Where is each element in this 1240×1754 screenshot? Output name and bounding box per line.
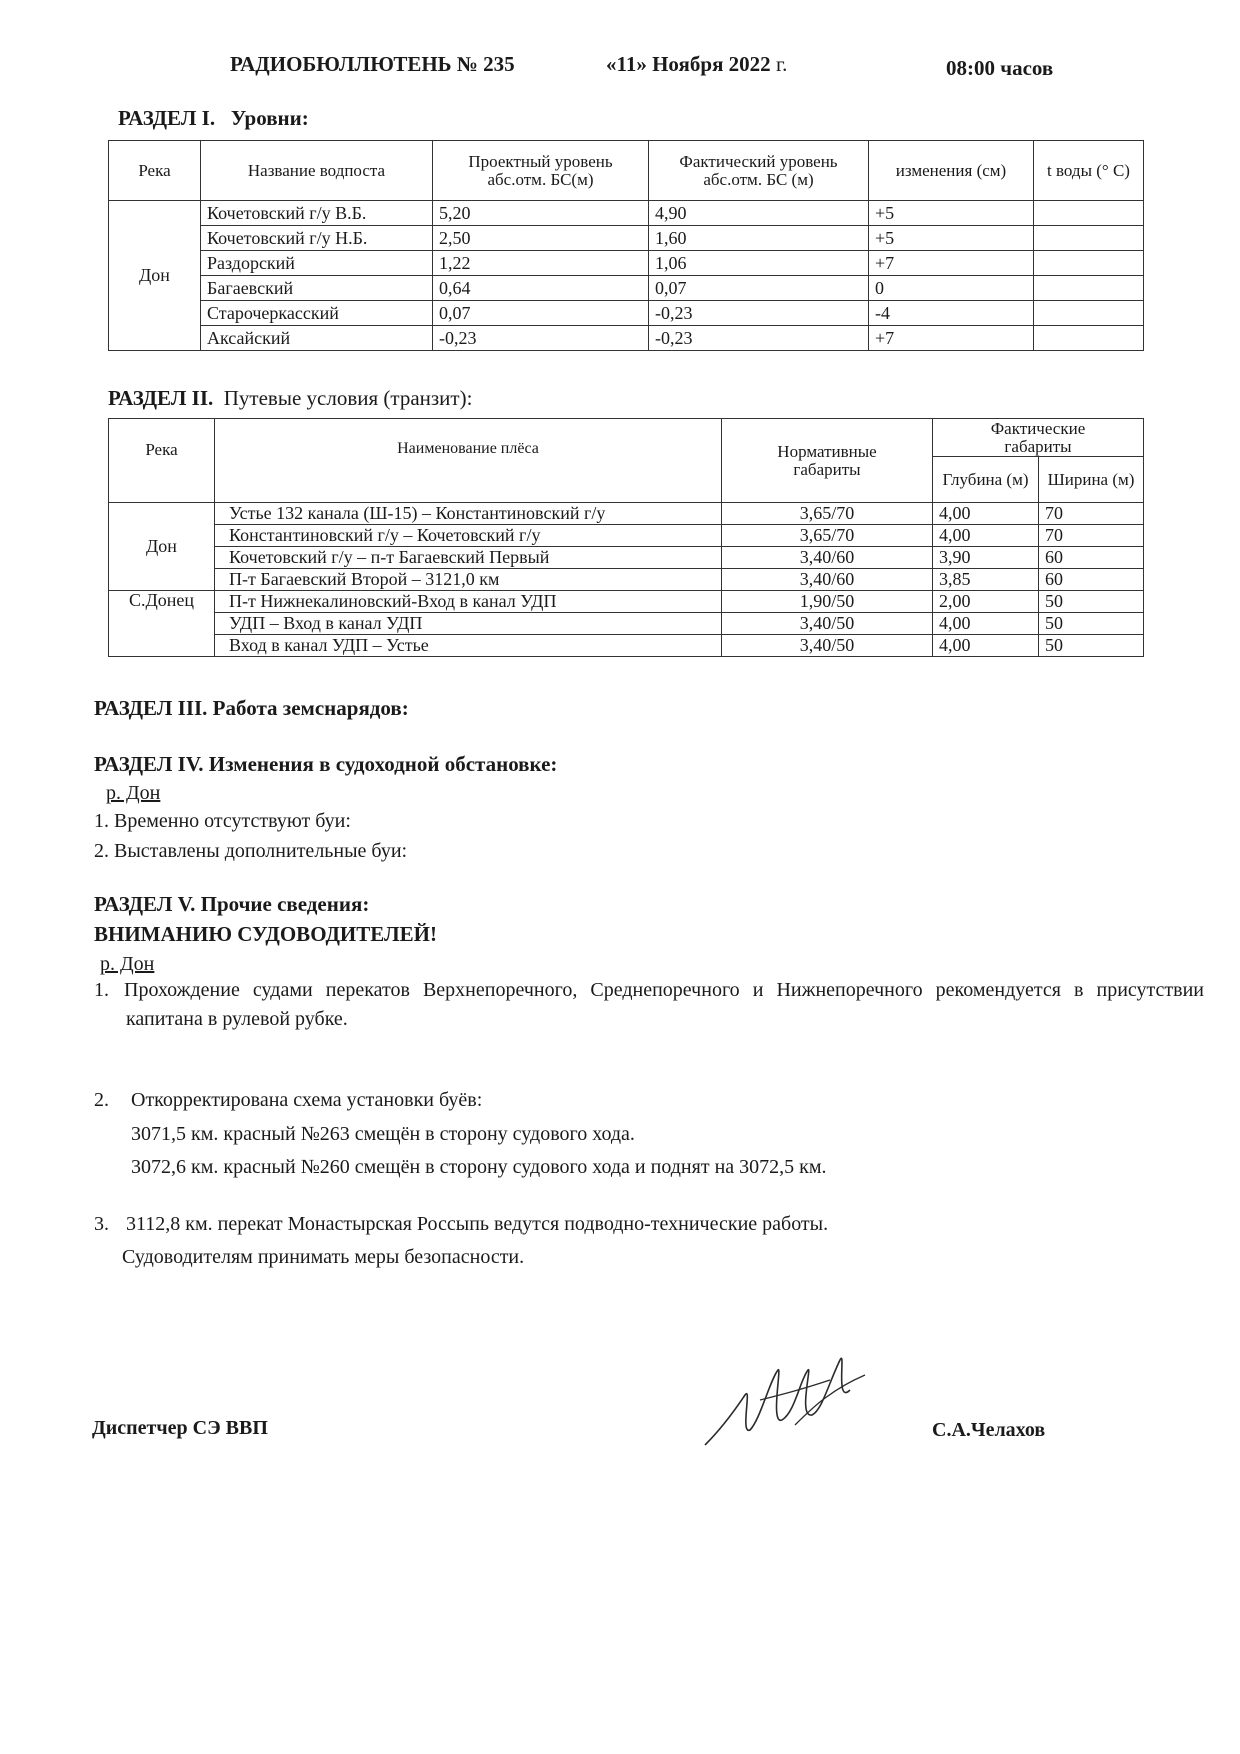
normative-dims: 3,65/70 [722, 503, 933, 525]
stretch-name: П-т Багаевский Второй – 3121,0 км [215, 569, 722, 591]
list-item-number: 3. [94, 1213, 109, 1235]
dispatcher-title: Диспетчер СЭ ВВП [92, 1417, 268, 1439]
post-name: Багаевский [201, 276, 433, 301]
level-change: +7 [869, 326, 1034, 351]
signature-image [700, 1340, 880, 1450]
attention-heading: ВНИМАНИЮ СУДОВОДИТЕЛЕЙ! [94, 922, 437, 946]
level-change: +7 [869, 251, 1034, 276]
section1-number: РАЗДЕЛ I. [118, 106, 216, 130]
post-name: Кочетовский г/у В.Б. [201, 201, 433, 226]
river-name: Дон [109, 201, 201, 351]
river-name: С.Донец [109, 591, 215, 657]
section2-subtitle: Путевые условия (транзит): [223, 386, 473, 410]
section3-title: РАЗДЕЛ III. Работа земснарядов: [94, 696, 409, 720]
bulletin-header [0, 48, 1240, 88]
design-level: 5,20 [433, 201, 649, 226]
actual-level: 4,90 [649, 201, 869, 226]
table-row [109, 201, 1144, 226]
level-change: 0 [869, 276, 1034, 301]
stretch-name: П-т Нижнекалиновский-Вход в канал УДП [215, 591, 722, 613]
table-row [109, 503, 1144, 525]
section2-number: РАЗДЕЛ II. [108, 386, 214, 410]
water-temp [1034, 251, 1144, 276]
table-row [109, 276, 1144, 301]
level-change: -4 [869, 301, 1034, 326]
list-item: Откорректирована схема установки буёв: [131, 1089, 483, 1111]
col-width: Ширина (м) [1039, 457, 1144, 503]
table-row [109, 226, 1144, 251]
section5-title: РАЗДЕЛ V. Прочие сведения: [94, 892, 370, 916]
normative-dims: 3,40/50 [722, 613, 933, 635]
design-level: 0,07 [433, 301, 649, 326]
list-item-number: 2. [94, 1089, 109, 1111]
col-actual-dimensions: Фактические габариты [933, 419, 1144, 457]
col-change: изменения (см) [869, 141, 1034, 201]
col-actual-level: Фактический уровень абс.отм. БС (м) [649, 141, 869, 201]
normative-dims: 3,40/60 [722, 547, 933, 569]
post-name: Раздорский [201, 251, 433, 276]
post-name: Кочетовский г/у Н.Б. [201, 226, 433, 251]
actual-width: 50 [1039, 613, 1144, 635]
col-stretch: Наименование плёса [215, 419, 722, 503]
levels-table [108, 140, 1144, 351]
dispatcher-name: С.А.Челахов [932, 1419, 1046, 1441]
table-row [109, 635, 1144, 657]
actual-level: 1,60 [649, 226, 869, 251]
table-row [109, 326, 1144, 351]
river-name: Дон [109, 503, 215, 591]
stretch-name: УДП – Вход в канал УДП [215, 613, 722, 635]
col-normative: Нормативные габариты [722, 419, 933, 503]
section4-title: РАЗДЕЛ IV. Изменения в судоходной обстановке: [94, 752, 558, 776]
stretch-name: Кочетовский г/у – п-т Багаевский Первый [215, 547, 722, 569]
actual-level: -0,23 [649, 301, 869, 326]
level-change: +5 [869, 201, 1034, 226]
table-row [109, 251, 1144, 276]
actual-width: 50 [1039, 591, 1144, 613]
date-suffix: г. [775, 52, 788, 76]
col-river: Река [109, 419, 215, 503]
design-level: 0,64 [433, 276, 649, 301]
actual-level: 0,07 [649, 276, 869, 301]
col-post: Название водпоста [201, 141, 433, 201]
actual-level: -0,23 [649, 326, 869, 351]
water-temp [1034, 276, 1144, 301]
section2-title [108, 386, 472, 411]
normative-dims: 1,90/50 [722, 591, 933, 613]
transit-header-row [109, 419, 1144, 457]
actual-depth: 4,00 [933, 613, 1039, 635]
level-change: +5 [869, 226, 1034, 251]
actual-width: 70 [1039, 525, 1144, 547]
stretch-name: Вход в канал УДП – Устье [215, 635, 722, 657]
levels-header-row [109, 141, 1144, 201]
list-item: 1. Временно отсутствуют буи: [94, 810, 351, 832]
actual-depth: 4,00 [933, 635, 1039, 657]
table-row [109, 547, 1144, 569]
normative-dims: 3,40/60 [722, 569, 933, 591]
list-item: 2. Выставлены дополнительные буи: [94, 840, 408, 862]
bulletin-date [606, 52, 787, 77]
transit-table [108, 418, 1144, 657]
actual-level: 1,06 [649, 251, 869, 276]
buoy-change-line: 3072,6 км. красный №260 смещён в сторону судового хода и поднят на 3072,5 км. [131, 1156, 827, 1178]
water-temp [1034, 301, 1144, 326]
table-row [109, 613, 1144, 635]
actual-depth: 4,00 [933, 503, 1039, 525]
section1-subtitle: Уровни: [230, 106, 309, 130]
bulletin-time: 08:00 часов [946, 56, 1054, 80]
actual-width: 70 [1039, 503, 1144, 525]
list-item: 3112,8 км. перекат Монастырская Россыпь ведутся подводно-технические работы. [126, 1213, 829, 1235]
actual-depth: 2,00 [933, 591, 1039, 613]
actual-width: 60 [1039, 569, 1144, 591]
list-item-number: 1. [94, 979, 109, 1001]
actual-depth: 3,90 [933, 547, 1039, 569]
actual-depth: 4,00 [933, 525, 1039, 547]
actual-width: 50 [1039, 635, 1144, 657]
section1-title [118, 106, 309, 131]
design-level: 1,22 [433, 251, 649, 276]
post-name: Аксайский [201, 326, 433, 351]
bulletin-number: РАДИОБЮЛЛЮТЕНЬ № 235 [230, 52, 515, 76]
col-river: Река [109, 141, 201, 201]
actual-width: 60 [1039, 547, 1144, 569]
normative-dims: 3,65/70 [722, 525, 933, 547]
table-row [109, 569, 1144, 591]
list-item-continuation: Судоводителям принимать меры безопасности. [122, 1246, 525, 1268]
table-row [109, 591, 1144, 613]
col-water-temp: t воды (° С) [1034, 141, 1144, 201]
stretch-name: Устье 132 канала (Ш-15) – Константиновский г/у [215, 503, 722, 525]
table-row [109, 301, 1144, 326]
date-text: «11» Ноября 2022 [606, 52, 771, 76]
stretch-name: Константиновский г/у – Кочетовский г/у [215, 525, 722, 547]
design-level: 2,50 [433, 226, 649, 251]
section4-river: р. Дон [106, 782, 161, 804]
buoy-change-line: 3071,5 км. красный №263 смещён в сторону судового хода. [131, 1123, 635, 1145]
normative-dims: 3,40/50 [722, 635, 933, 657]
water-temp [1034, 201, 1144, 226]
water-temp [1034, 226, 1144, 251]
list-item: Прохождение судами перекатов Верхнепоречного, Среднепоречного и Нижнепоречного рекомендуется в присутствии капитана в рулевой рубке. [124, 979, 1204, 1030]
design-level: -0,23 [433, 326, 649, 351]
post-name: Старочеркасский [201, 301, 433, 326]
col-design-level: Проектный уровень абс.отм. БС(м) [433, 141, 649, 201]
section5-river: р. Дон [100, 953, 155, 975]
actual-depth: 3,85 [933, 569, 1039, 591]
water-temp [1034, 326, 1144, 351]
col-depth: Глубина (м) [933, 457, 1039, 503]
table-row [109, 525, 1144, 547]
